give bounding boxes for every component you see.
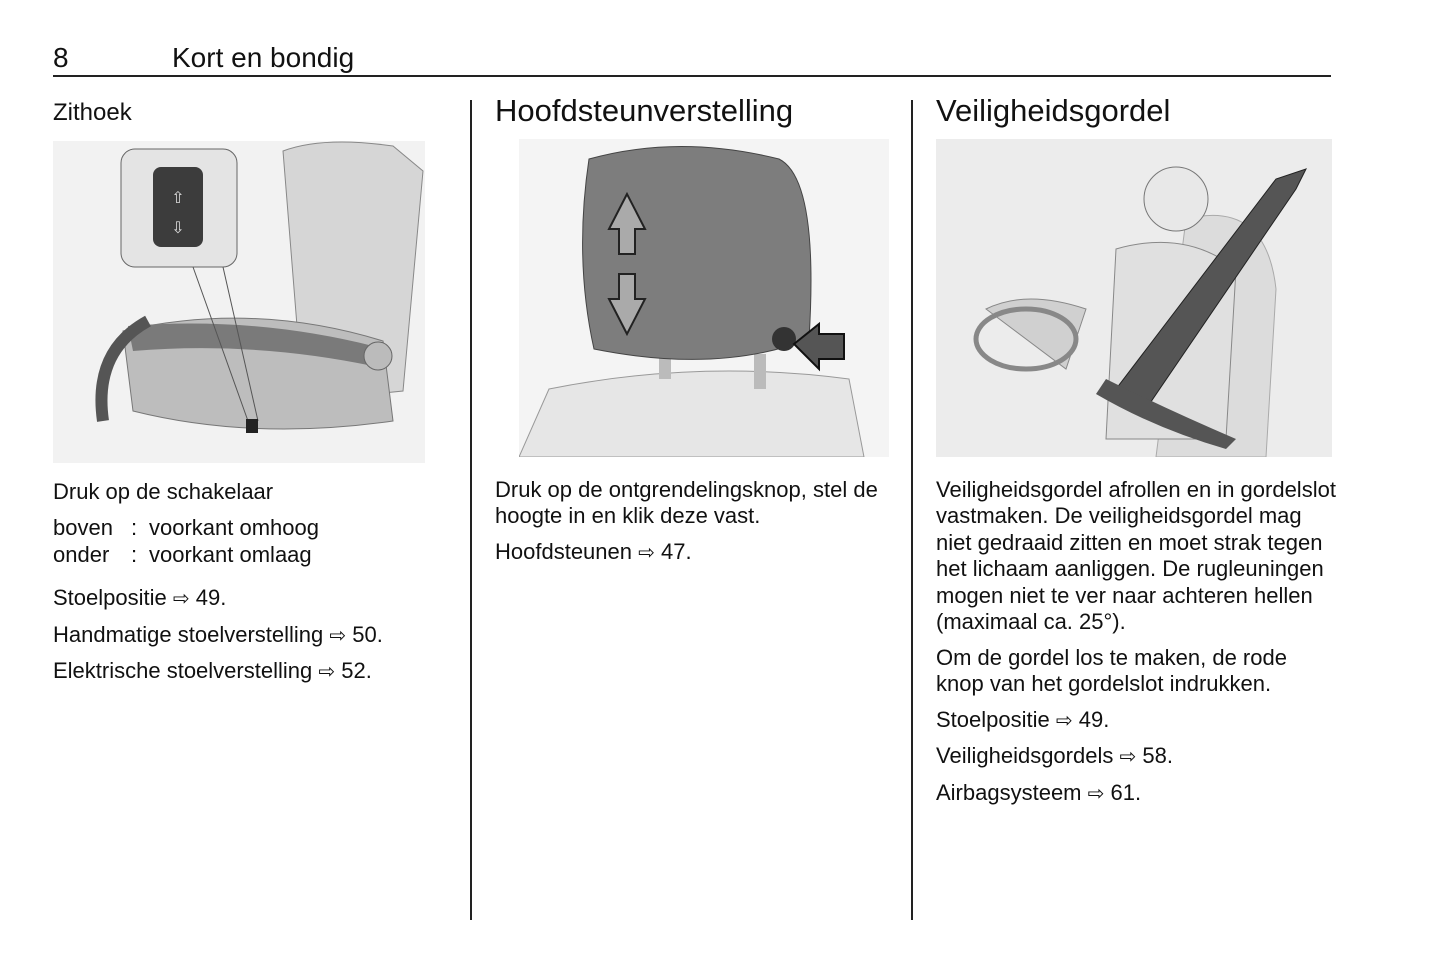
reference-arrow-icon: ⇨ xyxy=(1087,782,1105,805)
ref-page: 47. xyxy=(661,538,692,564)
ref-link[interactable] xyxy=(53,585,433,613)
ref-page: 58. xyxy=(1142,743,1173,768)
ref-label: Airbagsysteem xyxy=(936,779,1082,805)
ref-link[interactable] xyxy=(495,539,895,567)
seatbelt-instruction: Veiligheidsgordel afrollen en in gordelslot vastmaken. De veiligheidsgordel mag niet gedraaid zitten en moet strak tegen het lichaam aanliggen. De rugleuningen mogen niet te ver naar achteren hellen (maximaal ca. 25°). xyxy=(936,476,1336,634)
row-value: voorkant omlaag xyxy=(149,541,312,567)
ref-label: Stoelpositie xyxy=(53,585,167,610)
reference-arrow-icon: ⇨ xyxy=(329,624,347,647)
row-sep: : xyxy=(130,541,138,567)
heading-headrest: Hoofdsteunverstelling xyxy=(495,93,794,128)
column-divider xyxy=(911,100,913,920)
ref-label: Stoelpositie xyxy=(936,706,1050,732)
svg-text:⇧: ⇧ xyxy=(171,189,185,207)
header-rule xyxy=(53,75,1331,77)
ref-page: 49. xyxy=(195,585,227,610)
heading-seat-tilt: Zithoek xyxy=(53,99,132,126)
seatbelt-release-instruction: Om de gordel los te maken, de rode knop van het gordelslot indrukken. xyxy=(936,644,1287,696)
row-key: onder xyxy=(53,541,110,567)
seat-tilt-illustration xyxy=(53,141,425,463)
reference-arrow-icon: ⇨ xyxy=(638,541,655,564)
ref-label: Elektrische stoelverstelling xyxy=(53,658,313,683)
column-seat-tilt xyxy=(53,100,433,695)
ref-link[interactable] xyxy=(53,622,433,650)
row-sep: : xyxy=(130,515,138,540)
row-value: voorkant omhoog xyxy=(149,515,319,540)
svg-text:⇩: ⇩ xyxy=(171,219,185,237)
ref-link[interactable] xyxy=(936,780,1336,808)
headrest-instruction: Druk op de ontgrendelingsknop, stel de hoogte in en klik deze vast. xyxy=(495,476,878,528)
ref-link[interactable] xyxy=(53,658,433,686)
heading-seatbelt: Veiligheidsgordel xyxy=(936,93,1171,128)
seat-tilt-instruction: Druk op de schakelaar xyxy=(53,478,274,504)
page-number: 8 xyxy=(53,42,69,73)
switch-row-down xyxy=(53,542,433,569)
column-seatbelt xyxy=(936,93,1336,816)
reference-arrow-icon: ⇨ xyxy=(1055,709,1073,732)
reference-arrow-icon: ⇨ xyxy=(1119,746,1137,768)
column-divider xyxy=(470,100,472,920)
ref-page: 61. xyxy=(1110,779,1142,805)
ref-label: Handmatige stoelverstelling xyxy=(53,621,324,647)
section-title: Kort en bondig xyxy=(172,42,355,73)
reference-arrow-icon: ⇨ xyxy=(318,661,336,683)
switch-row-up xyxy=(53,515,433,542)
ref-page: 49. xyxy=(1078,706,1110,732)
headrest-illustration xyxy=(519,139,889,457)
reference-arrow-icon: ⇨ xyxy=(172,588,190,610)
ref-page: 50. xyxy=(352,621,383,647)
seatbelt-illustration xyxy=(936,139,1332,457)
ref-label: Veiligheidsgordels xyxy=(936,743,1114,768)
ref-link[interactable] xyxy=(936,743,1336,771)
ref-link[interactable] xyxy=(936,707,1336,735)
ref-page: 52. xyxy=(341,658,372,683)
column-headrest xyxy=(495,93,895,575)
row-key: boven xyxy=(53,515,113,540)
ref-label: Hoofdsteunen xyxy=(495,538,632,564)
